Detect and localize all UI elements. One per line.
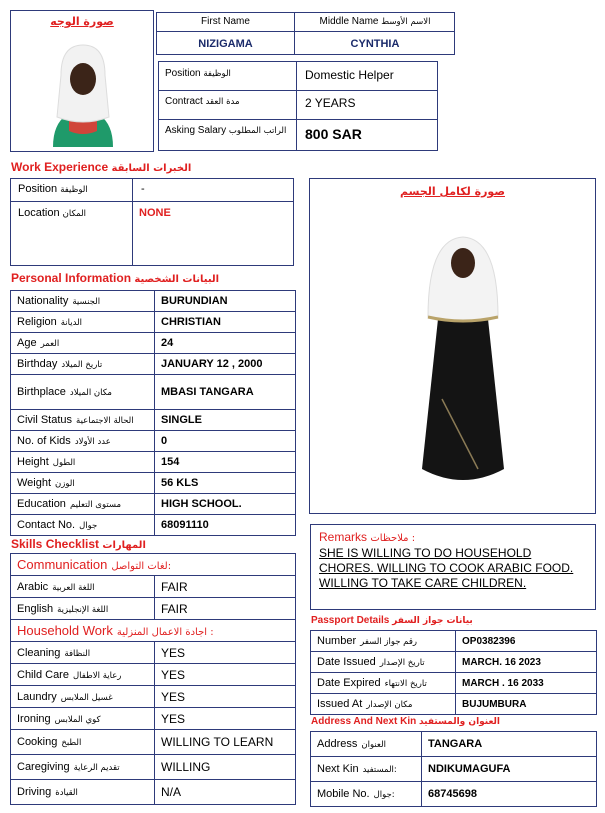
personal-info-title-ar: البيانات الشخصية [134,274,220,285]
work-experience-title-ar: الخبرات السابقة [111,163,192,174]
row-label-cell [311,631,456,652]
row-label: English [17,602,54,615]
subsection-title-ar: لغات التواصل: [111,561,172,572]
row-label-cell [11,598,155,620]
salary-value: 800 SAR [305,126,362,142]
contract-label: Contract [165,96,203,107]
row-value: OP0382396 [456,631,597,652]
row-label-cell [11,708,155,730]
row-value: 154 [155,452,296,473]
row-label-cell [11,333,155,354]
table-row [11,598,296,620]
job-h-divider-1 [159,90,437,91]
subsection-row [11,554,296,576]
body-photo-frame [309,178,596,514]
skills-title-en: Skills Checklist [11,537,100,551]
table-row [11,291,296,312]
row-value: MARCH. 16 2023 [456,652,597,673]
salary-label-group [165,125,286,136]
row-label-ar: رعاية الاطفال [72,670,122,681]
we-position-label-ar: الوظيفة [60,185,88,195]
contract-value: 2 YEARS [305,96,356,110]
row-label: Driving [17,786,52,798]
we-location-label-group [18,207,86,219]
we-position-value: - [141,183,145,195]
table-row [311,631,597,652]
row-label: Weight [17,477,52,489]
subsection-title-en: Communication [17,557,108,572]
row-label: Religion [17,316,57,328]
subsection-title [11,554,296,576]
row-value: WILLING TO LEARN [155,730,296,755]
row-label-ar: الديانة [60,318,83,328]
row-label-cell [311,652,456,673]
row-label-ar: اللغة العربية [52,582,95,593]
row-label-cell [11,431,155,452]
remarks-title [319,530,415,544]
row-label: Ironing [17,712,51,725]
row-value: BUJUMBURA [456,694,597,715]
remarks-title-en: Remarks [319,530,368,544]
table-row [11,452,296,473]
row-label: Next Kin [317,763,359,775]
remarks-line: CHORES. WILLING TO COOK ARABIC FOOD. [319,561,574,575]
remarks-title-ar: ملاحظات : [370,533,416,544]
table-row [311,782,597,807]
row-value: 68745698 [422,782,597,807]
row-label-ar: جوال: [373,790,395,800]
table-row [311,732,597,757]
table-row [311,652,597,673]
row-label-ar: تقديم الرعاية [73,763,120,773]
contract-label-ar: مدة العقد [205,97,240,107]
row-label-ar: المستفيد: [362,765,397,775]
table-row [11,576,296,598]
row-value: WILLING [155,755,296,780]
row-value: MBASI TANGARA [155,375,296,410]
row-label-cell [11,312,155,333]
table-row [11,333,296,354]
passport-title-ar: بيانات جواز السفر [392,616,473,626]
table-row [11,354,296,375]
row-label-cell [11,755,155,780]
table-row [11,755,296,780]
we-position-label-group [18,183,88,195]
row-value: BURUNDIAN [155,291,296,312]
row-value: TANGARA [422,732,597,757]
row-label: Cleaning [17,646,61,659]
table-row [11,312,296,333]
row-value: MARCH . 16 2033 [456,673,597,694]
work-experience-table [10,178,294,266]
remarks-box [310,524,596,610]
subsection-title [11,620,296,642]
table-row [311,673,597,694]
row-label-cell [11,515,155,536]
personal-info-title-en: Personal Information [11,271,132,285]
address-table [310,731,597,807]
job-table [158,61,438,151]
table-row [11,494,296,515]
table-row [11,642,296,664]
row-label-ar: القيادة [55,788,78,798]
name-h-divider [157,31,454,32]
table-row [311,694,597,715]
passport-title [311,615,473,626]
subsection-title-ar: اجادة الاعمال المنزلية : [116,627,214,638]
body-photo-image [418,229,508,495]
contract-label-group [165,96,240,107]
work-experience-title-en: Work Experience [11,160,109,174]
remarks-text [319,546,573,591]
address-title [311,716,500,727]
table-row [11,431,296,452]
table-row [11,686,296,708]
row-label-ar: مستوى التعليم [69,500,122,510]
position-label-group [165,68,231,79]
row-label-ar: تاريخ الميلاد [61,360,103,370]
row-value: FAIR [155,576,296,598]
row-label-cell [11,410,155,431]
body-photo-caption: صورة لكامل الجسم [400,185,505,198]
row-label-ar: العمر [40,339,60,349]
address-title-en: Address And Next Kin [311,716,417,727]
skills-title-ar: المهارات [102,540,146,551]
row-label-ar: النظافة [64,648,91,659]
table-row [11,708,296,730]
row-label-ar: الوزن [55,479,75,489]
row-value: 24 [155,333,296,354]
personal-info-table [10,290,296,536]
row-label: Caregiving [17,761,70,773]
row-label-ar: كوي الملابس [54,714,101,725]
position-label-ar: الوظيفة [203,69,231,79]
row-label: Age [17,337,37,349]
row-value: YES [155,642,296,664]
table-row [11,410,296,431]
row-label: Height [17,456,49,468]
row-label-cell [11,664,155,686]
middle-name-label-ar: الاسم الأوسط [381,17,431,27]
we-position-label: Position [18,183,58,195]
middle-name-value: CYNTHIA [350,38,400,50]
row-label: Date Issued [317,656,376,668]
table-row [11,375,296,410]
row-value: YES [155,686,296,708]
middle-name-label-group [295,16,455,27]
row-label-cell [11,494,155,515]
table-row [11,664,296,686]
row-value: FAIR [155,598,296,620]
salary-label-ar: الراتب المطلوب [228,126,287,136]
table-row [11,515,296,536]
row-label-cell [311,732,422,757]
row-label-cell [11,473,155,494]
passport-table [310,630,597,715]
remarks-line: WILLING TO TAKE CARE CHILDREN. [319,576,527,590]
first-name-label: First Name [201,16,250,27]
row-label-ar: الحالة الاجتماعية [76,416,134,426]
subsection-title-en: Household Work [17,623,113,638]
row-label: Nationality [17,295,69,307]
row-value: JANUARY 12 , 2000 [155,354,296,375]
we-location-value: NONE [139,207,171,219]
row-value: HIGH SCHOOL. [155,494,296,515]
face-photo-image [39,35,127,147]
skills-table [10,553,296,805]
passport-title-en: Passport Details [311,615,390,626]
salary-label: Asking Salary [165,125,227,136]
row-label: No. of Kids [17,435,71,447]
row-label-ar: تاريخ الانتهاء [384,679,427,689]
row-value: 0 [155,431,296,452]
row-label-ar: غسيل الملابس [60,692,113,703]
row-label-cell [11,452,155,473]
row-label-ar: الجنسية [72,297,101,307]
row-label: Date Expired [317,677,381,689]
row-label-cell [311,694,456,715]
row-label-ar: الطبخ [61,738,82,748]
row-label: Civil Status [17,414,73,426]
row-label: Child Care [17,668,69,681]
row-label-cell [11,291,155,312]
table-row [311,757,597,782]
we-location-label-ar: المكان [62,209,87,219]
row-label-ar: جوال [79,521,98,531]
position-label: Position [165,68,201,79]
row-value: NDIKUMAGUFA [422,757,597,782]
first-name-value: NIZIGAMA [198,38,253,50]
we-location-label: Location [18,207,60,219]
row-label: Address [317,738,358,750]
row-label-cell [11,375,155,410]
row-label: Number [317,635,357,647]
row-value: 68091110 [155,515,296,536]
middle-name-label: Middle Name [319,16,379,27]
row-label-cell [11,730,155,755]
remarks-line: SHE IS WILLING TO DO HOUSEHOLD [319,546,532,560]
row-label-ar: مكان الميلاد [69,388,112,398]
row-label: Cooking [17,736,58,748]
face-photo-caption: صورة الوجه [50,15,114,28]
row-label-cell [11,642,155,664]
face-photo-frame [10,10,154,152]
job-h-divider-2 [159,119,437,120]
row-label-ar: العنوان [361,740,386,750]
row-label-cell [11,686,155,708]
table-row [11,473,296,494]
work-experience-title [11,160,191,174]
row-label-ar: تاريخ الإصدار [379,658,425,668]
row-label-ar: مكان الإصدار [366,700,413,710]
address-title-ar: العنوان والمستفيد [418,717,501,727]
row-label-cell [11,780,155,805]
table-row [11,780,296,805]
job-v-divider [296,62,297,150]
row-value: YES [155,708,296,730]
row-label-cell [11,576,155,598]
row-value: N/A [155,780,296,805]
we-h-divider [11,201,293,202]
skills-title [11,537,146,551]
row-label-cell [11,354,155,375]
row-label: Mobile No. [317,788,370,800]
row-value: CHRISTIAN [155,312,296,333]
subsection-row [11,620,296,642]
row-label: Contact No. [17,519,76,531]
position-value: Domestic Helper [305,68,394,82]
row-label: Arabic [17,580,49,593]
table-row [11,730,296,755]
row-label-cell [311,757,422,782]
row-label: Birthplace [17,386,66,398]
row-label-cell [311,782,422,807]
row-value: 56 KLS [155,473,296,494]
row-value: YES [155,664,296,686]
we-v-divider [132,179,133,265]
row-label-ar: الطول [52,458,76,468]
row-label: Issued At [317,698,363,710]
name-table [156,12,455,55]
row-label: Laundry [17,690,57,703]
row-label-ar: رقم جواز السفر [360,637,417,647]
row-label: Birthday [17,358,58,370]
personal-info-title [11,271,219,285]
row-label: Education [17,498,66,510]
row-value: SINGLE [155,410,296,431]
row-label-ar: عدد الأولاد [74,437,111,447]
row-label-ar: اللغة الإنجليزية [57,604,109,615]
row-label-cell [311,673,456,694]
